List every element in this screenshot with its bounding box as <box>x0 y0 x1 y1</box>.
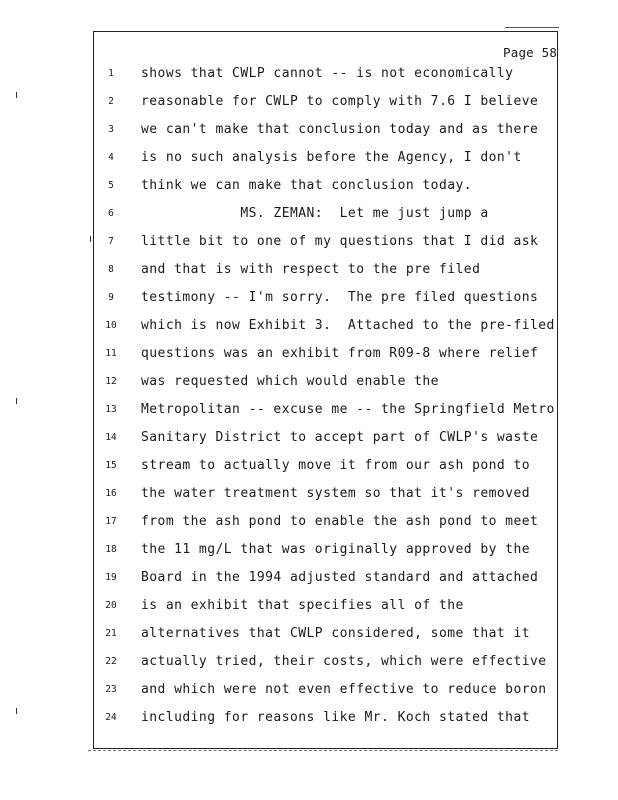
transcript-line <box>0 92 618 112</box>
transcript-line <box>0 120 618 140</box>
transcript-line <box>0 64 618 84</box>
line-number: 24 <box>105 712 117 724</box>
line-number: 20 <box>105 600 117 612</box>
line-number: 11 <box>105 348 117 360</box>
transcript-line <box>0 260 618 280</box>
line-text: from the ash pond to enable the ash pond to meet <box>141 514 539 530</box>
transcript-line <box>0 148 618 168</box>
transcript-line <box>0 344 618 364</box>
transcript-line <box>0 232 618 252</box>
line-number: 23 <box>105 684 117 696</box>
line-text: Sanitary District to accept part of CWLP's waste <box>141 430 539 446</box>
transcript-line <box>0 400 618 420</box>
transcript-line <box>0 568 618 588</box>
line-number: 16 <box>105 488 117 500</box>
line-number: 2 <box>108 96 114 108</box>
scan-noise-line <box>88 750 558 751</box>
transcript-line <box>0 540 618 560</box>
line-text: actually tried, their costs, which were effective <box>141 654 547 670</box>
line-text: alternatives that CWLP considered, some that it <box>141 626 531 642</box>
transcript-line <box>0 288 618 308</box>
line-number: 3 <box>108 124 114 136</box>
line-number: 13 <box>105 404 117 416</box>
line-number: 14 <box>105 432 117 444</box>
line-number: 9 <box>108 292 114 304</box>
line-number: 15 <box>105 460 117 472</box>
line-text: and that is with respect to the pre filed <box>141 262 481 278</box>
line-number: 1 <box>108 68 114 79</box>
line-text: little bit to one of my questions that I did ask <box>141 234 539 250</box>
transcript-line <box>0 372 618 392</box>
transcript-line <box>0 680 618 700</box>
line-text: was requested which would enable the <box>141 374 439 390</box>
line-text: think we can make that conclusion today. <box>141 178 473 194</box>
page-number: Page 58 <box>503 45 558 60</box>
line-text: and which were not even effective to reduce boron <box>141 682 547 698</box>
line-number: 18 <box>105 544 117 556</box>
border-artifact <box>505 27 559 28</box>
line-text: MS. ZEMAN: Let me just jump a <box>141 206 489 222</box>
line-text: we can't make that conclusion today and as there <box>141 122 539 138</box>
transcript-line <box>0 176 618 196</box>
line-text: reasonable for CWLP to comply with 7.6 I believe <box>141 94 539 110</box>
transcript-line <box>0 512 618 532</box>
transcript-line <box>0 204 618 224</box>
line-number: 10 <box>105 320 117 332</box>
line-text: the water treatment system so that it's removed <box>141 486 531 502</box>
line-number: 19 <box>105 572 117 584</box>
line-number: 6 <box>108 208 114 220</box>
line-number: 21 <box>105 628 117 640</box>
line-number: 5 <box>108 180 114 192</box>
transcript-line <box>0 484 618 504</box>
line-text: testimony -- I'm sorry. The pre filed questions <box>141 290 539 306</box>
transcript-line <box>0 596 618 616</box>
line-text: which is now Exhibit 3. Attached to the pre-filed <box>141 318 555 334</box>
line-text: questions was an exhibit from R09-8 where relief <box>141 346 539 362</box>
transcript-line <box>0 652 618 672</box>
line-number: 22 <box>105 656 117 668</box>
line-text: including for reasons like Mr. Koch stated that <box>141 710 531 726</box>
line-number: 7 <box>108 236 114 248</box>
transcript-line <box>0 456 618 476</box>
transcript-line <box>0 428 618 448</box>
line-number: 4 <box>108 152 114 164</box>
line-text: is an exhibit that specifies all of the <box>141 598 464 614</box>
line-text: the 11 mg/L that was originally approved by the <box>141 542 531 558</box>
transcript-line <box>0 316 618 336</box>
line-text: Metropolitan -- excuse me -- the Springfield Metro <box>141 402 555 418</box>
line-text: stream to actually move it from our ash pond to <box>141 458 531 474</box>
line-number: 17 <box>105 516 117 528</box>
line-text: is no such analysis before the Agency, I don't <box>141 150 522 166</box>
line-text: Board in the 1994 adjusted standard and attached <box>141 570 539 586</box>
transcript-line <box>0 624 618 644</box>
line-number: 8 <box>108 264 114 276</box>
line-text: shows that CWLP cannot -- is not economically <box>141 66 514 81</box>
transcript-line <box>0 708 618 728</box>
line-number: 12 <box>105 376 117 388</box>
